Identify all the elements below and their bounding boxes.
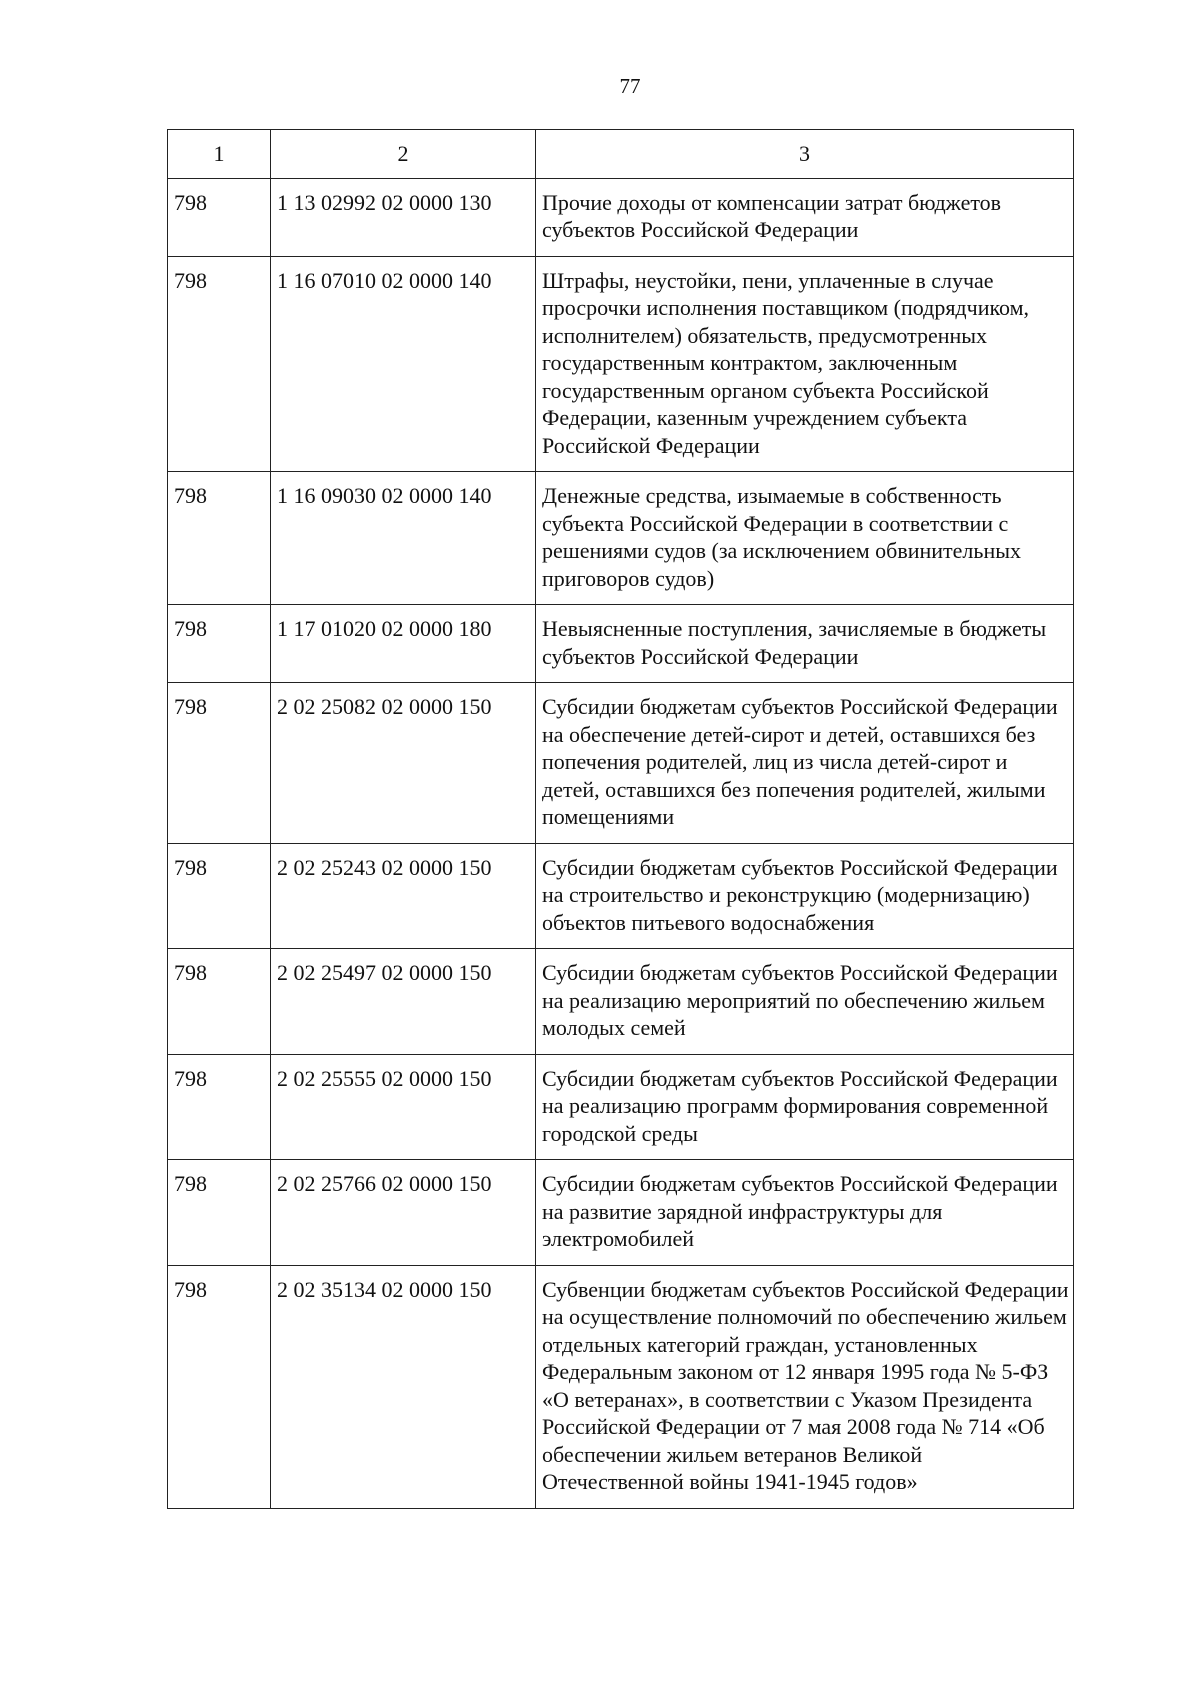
column-header-2: 2: [271, 130, 536, 179]
table-row: [168, 178, 1074, 256]
admin-code-cell: 798: [168, 256, 271, 472]
income-code-cell: 2 02 25497 02 0000 150: [271, 949, 536, 1055]
table-row: [168, 949, 1074, 1055]
table-row: [168, 472, 1074, 605]
income-code-cell: 1 16 09030 02 0000 140: [271, 472, 536, 605]
table-row: [168, 843, 1074, 949]
description-cell: Невыясненные поступления, зачисляемые в бюджеты субъектов Российской Федерации: [536, 605, 1074, 683]
page-number: 77: [619, 74, 641, 98]
admin-code-cell: 798: [168, 178, 271, 256]
admin-code-cell: 798: [168, 683, 271, 844]
income-code-cell: 1 16 07010 02 0000 140: [271, 256, 536, 472]
description-cell: Субсидии бюджетам субъектов Российской Федерации на реализацию программ формирования современной городской среды: [536, 1054, 1074, 1160]
admin-code-cell: 798: [168, 843, 271, 949]
income-code-cell: 1 17 01020 02 0000 180: [271, 605, 536, 683]
table-row: [168, 256, 1074, 472]
table-row: [168, 1265, 1074, 1508]
income-code-cell: 2 02 25243 02 0000 150: [271, 843, 536, 949]
admin-code-cell: 798: [168, 1265, 271, 1508]
description-cell: Субсидии бюджетам субъектов Российской Федерации на реализацию мероприятий по обеспечению жильем молодых семей: [536, 949, 1074, 1055]
column-header-1: 1: [168, 130, 271, 179]
description-cell: Субсидии бюджетам субъектов Российской Федерации на обеспечение детей-сирот и детей, оставшихся без попечения родителей, лиц из числа детей-сирот и детей, оставшихся без попечения родителей, жилыми помещениями: [536, 683, 1074, 844]
table-row: [168, 605, 1074, 683]
income-code-cell: 2 02 25082 02 0000 150: [271, 683, 536, 844]
table-body: [168, 178, 1074, 1508]
description-cell: Штрафы, неустойки, пени, уплаченные в случае просрочки исполнения поставщиком (подрядчиком, исполнителем) обязательств, предусмотренных государственным контрактом, заключенным государственным органом субъекта Российской Федерации, казенным учреждением субъекта Российской Федерации: [536, 256, 1074, 472]
header-row: [168, 130, 1074, 179]
table-header: [168, 130, 1074, 179]
description-cell: Субсидии бюджетам субъектов Российской Федерации на развитие зарядной инфраструктуры для электромобилей: [536, 1160, 1074, 1266]
admin-code-cell: 798: [168, 949, 271, 1055]
description-cell: Прочие доходы от компенсации затрат бюджетов субъектов Российской Федерации: [536, 178, 1074, 256]
income-code-cell: 2 02 25766 02 0000 150: [271, 1160, 536, 1266]
income-code-cell: 1 13 02992 02 0000 130: [271, 178, 536, 256]
income-code-cell: 2 02 35134 02 0000 150: [271, 1265, 536, 1508]
description-cell: Субсидии бюджетам субъектов Российской Федерации на строительство и реконструкцию (модернизацию) объектов питьевого водоснабжения: [536, 843, 1074, 949]
column-header-3: 3: [536, 130, 1074, 179]
admin-code-cell: 798: [168, 1054, 271, 1160]
income-codes-table: [167, 129, 1074, 1509]
admin-code-cell: 798: [168, 472, 271, 605]
table-row: [168, 1160, 1074, 1266]
description-cell: Субвенции бюджетам субъектов Российской Федерации на осуществление полномочий по обеспечению жильем отдельных категорий граждан, установленных Федеральным законом от 12 января 1995 года № 5-ФЗ «О ветеранах», в соответствии с Указом Президента Российской Федерации от 7 мая 2008 года № 714 «Об обеспечении жильем ветеранов Великой Отечественной войны 1941-1945 годов»: [536, 1265, 1074, 1508]
table-row: [168, 683, 1074, 844]
income-code-cell: 2 02 25555 02 0000 150: [271, 1054, 536, 1160]
admin-code-cell: 798: [168, 605, 271, 683]
description-cell: Денежные средства, изымаемые в собственность субъекта Российской Федерации в соответствии с решениями судов (за исключением обвинительных приговоров судов): [536, 472, 1074, 605]
admin-code-cell: 798: [168, 1160, 271, 1266]
table-row: [168, 1054, 1074, 1160]
